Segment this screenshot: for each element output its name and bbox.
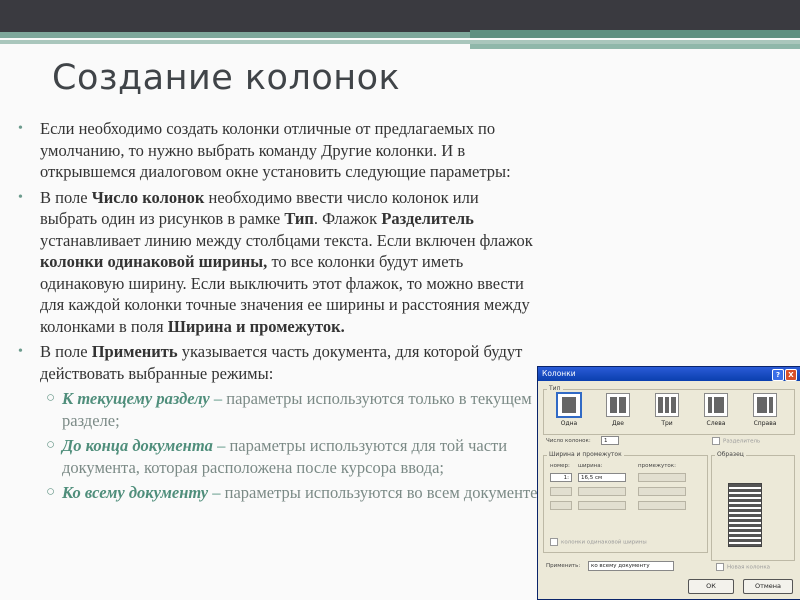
two-columns-icon — [606, 393, 630, 417]
preset-label: Слева — [706, 420, 726, 427]
bullet-item — [18, 118, 538, 183]
preview-page-icon — [728, 483, 762, 547]
preset-label: Две — [612, 420, 624, 427]
gap-input[interactable] — [638, 501, 686, 510]
dialog-title: Колонки — [542, 369, 576, 378]
help-button[interactable]: ? — [772, 369, 784, 381]
preset-one[interactable] — [552, 393, 586, 427]
slide-title: Создание колонок — [52, 58, 401, 98]
sub-bullet-text: параметры используются во всем документе — [224, 483, 538, 502]
sub-bullet-lead: К текущему разделу — [62, 389, 210, 408]
apply-select[interactable]: ко всему документу — [588, 561, 674, 571]
width-input[interactable] — [578, 501, 626, 510]
bullet-dot-icon: • — [18, 189, 23, 205]
bold-term: Разделитель — [381, 209, 474, 228]
preset-label: Три — [661, 420, 673, 427]
sub-bullet-text: параметры используются только в текущем разделе; — [62, 389, 532, 430]
bullet-circle-icon: ○ — [46, 390, 56, 406]
bullet-circle-icon: ○ — [46, 437, 56, 453]
ok-button[interactable]: ОК — [688, 579, 734, 594]
bullet-dot-icon: • — [18, 121, 23, 136]
bullet-dot-icon: • — [18, 344, 23, 359]
col-number-field: 1: — [550, 473, 572, 482]
preset-label: Одна — [560, 420, 578, 427]
equal-width-checkbox[interactable] — [550, 538, 647, 546]
checkbox-icon — [550, 538, 558, 546]
dialog-titlebar — [538, 367, 800, 381]
preset-right[interactable] — [748, 393, 782, 427]
columns-dialog — [537, 366, 800, 600]
checkbox-icon — [716, 563, 724, 571]
preset-two[interactable] — [601, 393, 635, 427]
preset-label: Справа — [753, 420, 777, 427]
bullet-text: необходимо ввести число колонок или выбрать один из рисунков в рамке — [40, 187, 479, 228]
bullet-item — [18, 341, 538, 384]
sub-bullet-lead: До конца документа — [62, 436, 213, 455]
sub-bullet-lead: Ко всему документу — [62, 483, 209, 502]
accent-stripe — [470, 44, 800, 49]
sub-bullet-item — [18, 482, 538, 504]
top-bar — [0, 0, 800, 32]
dash: – — [209, 389, 227, 408]
bullet-text: В поле — [40, 342, 92, 361]
bullet-text: В поле — [40, 187, 92, 207]
right-column-icon — [753, 393, 777, 417]
bold-term: колонки одинаковой ширины, — [40, 252, 268, 271]
preview-label: Образец — [717, 451, 744, 458]
checkbox-label: Новая колонка — [727, 564, 771, 571]
num-cols-label: Число колонок: — [546, 438, 591, 444]
bullet-item — [18, 187, 538, 338]
sub-bullet-text: параметры используются для той части документа, которая расположена после курсора ввода; — [62, 436, 508, 477]
bold-term: Применить — [91, 342, 178, 361]
bold-term: Число колонок — [91, 187, 205, 207]
col-number-field — [550, 487, 572, 496]
bullet-text: Если необходимо создать колонки отличные от предлагаемых по умолчанию, то нужно выбрать команду Другие колонки. И в открывшемся диалоговом окне установить следующие параметры: — [40, 119, 511, 181]
bullet-text: то все колонки будут иметь одинаковую ширину. Если выключить этот флажок, то можно ввести для каждой колонки точные значения ее ширины и расстояния между колонками в поля — [40, 252, 530, 336]
dash: – — [212, 436, 230, 455]
left-column-icon — [704, 393, 728, 417]
checkbox-label: колонки одинаковой ширины — [561, 539, 647, 546]
width-group-label: Ширина и промежуток — [549, 451, 622, 458]
bullet-text: указывается часть документа, для которой будут действовать выбранные режимы: — [40, 342, 523, 383]
sub-bullet-item — [18, 388, 538, 431]
close-button[interactable]: X — [785, 369, 797, 381]
width-input[interactable] — [578, 487, 626, 496]
accent-stripe — [470, 30, 800, 38]
bullet-circle-icon: ○ — [46, 484, 56, 500]
slide-content — [18, 118, 538, 508]
gap-input[interactable] — [638, 473, 686, 482]
col-number-field — [550, 501, 572, 510]
width-input[interactable]: 16,5 см — [578, 473, 626, 482]
three-columns-icon — [655, 393, 679, 417]
checkbox-icon — [712, 437, 720, 445]
cancel-button[interactable]: Отмена — [743, 579, 793, 594]
separator-checkbox[interactable] — [712, 437, 760, 445]
one-column-icon — [557, 393, 581, 417]
width-label: ширина: — [578, 463, 603, 469]
apply-label: Применить: — [546, 563, 581, 569]
bullet-text: . Флажок — [313, 209, 382, 228]
preset-left[interactable] — [699, 393, 733, 427]
checkbox-label: Разделитель — [723, 438, 761, 445]
col-no-label: номер: — [550, 463, 570, 469]
num-cols-input[interactable]: 1 — [601, 436, 619, 445]
bold-term: Тип — [284, 209, 314, 228]
dash: – — [208, 483, 225, 502]
new-column-checkbox[interactable] — [716, 563, 770, 571]
gap-label: промежуток: — [638, 463, 676, 469]
preset-three[interactable] — [650, 393, 684, 427]
bullet-text: устанавливает линию между столбцами текста. Если включен флажок — [40, 230, 533, 250]
gap-input[interactable] — [638, 487, 686, 496]
bold-term: Ширина и промежуток. — [167, 316, 345, 336]
type-label: Тип — [549, 385, 561, 392]
sub-bullet-item — [18, 435, 538, 478]
